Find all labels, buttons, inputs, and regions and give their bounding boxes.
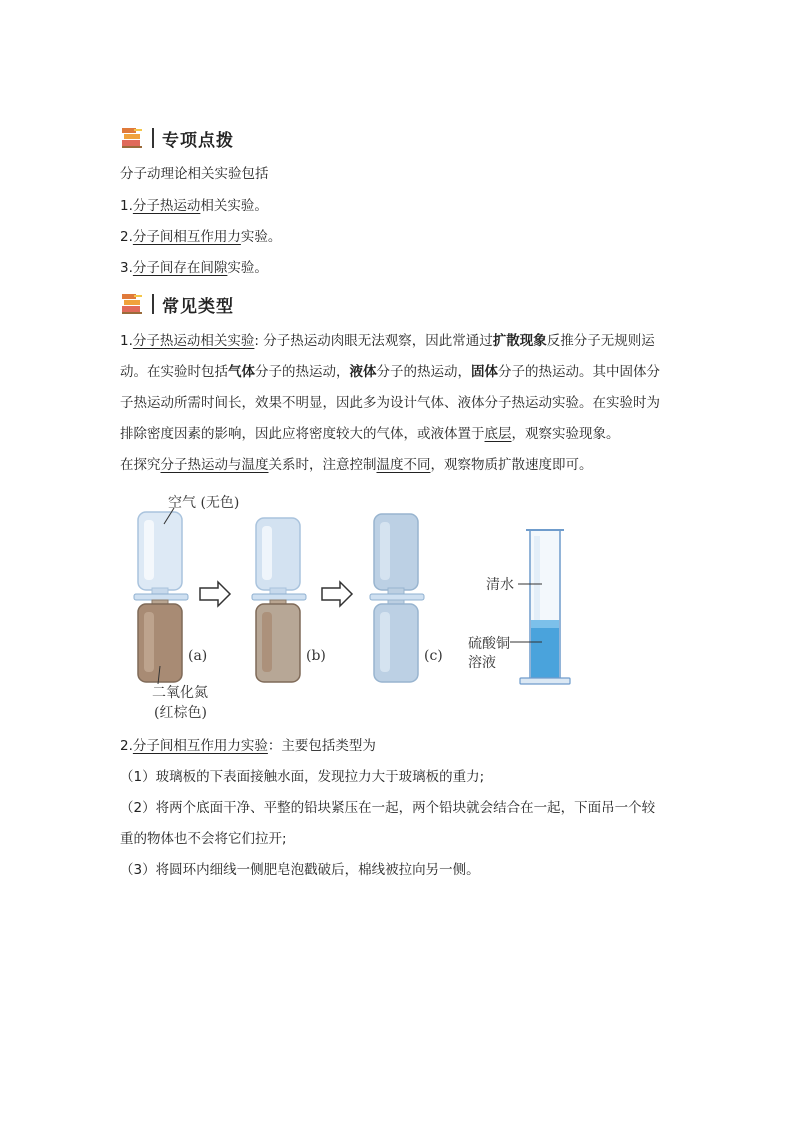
- item-text: 相关实验。: [200, 198, 268, 214]
- graduated-cylinder: [520, 530, 570, 684]
- text-run: 动。在实验时包括: [120, 364, 228, 380]
- underlined-term: 分子热运动相关实验: [132, 333, 255, 349]
- paragraph-line: （1）玻璃板的下表面接触水面，发现拉力大于玻璃板的重力;: [120, 769, 485, 785]
- text-run: : 分子热运动肉眼无法观察，因此常通过: [254, 333, 493, 349]
- paragraph-line: [120, 736, 376, 756]
- underlined-term: 底层: [484, 426, 512, 442]
- no2-label: 二氧化氮: [152, 685, 208, 701]
- item-text: 实验。: [227, 260, 268, 276]
- arrow-right-icon: [200, 582, 230, 606]
- list-item: [120, 227, 281, 247]
- bold-term: 扩散现象: [492, 333, 547, 349]
- list-item: [120, 196, 268, 216]
- books-icon: [120, 125, 146, 151]
- text-run: 反推分子无规则运: [546, 333, 655, 349]
- section-heading-types: [120, 290, 234, 318]
- books-icon: [120, 291, 146, 317]
- list-item: [120, 258, 268, 278]
- intro-text: 分子动理论相关实验包括: [120, 166, 269, 182]
- bottle-b-label: (b): [306, 648, 326, 664]
- heading-divider: [152, 128, 154, 148]
- text-run: 排除密度因素的影响，因此应将密度较大的气体，或液体置于: [120, 426, 485, 442]
- underlined-term: 分子间相互作用力实验: [132, 738, 268, 754]
- item-number: 1.: [120, 198, 133, 214]
- paragraph-line: 子热运动所需时间长，效果不明显，因此多为设计气体、液体分子热运动实验。在实验时为: [120, 395, 660, 411]
- bold-term: 液体: [349, 364, 377, 380]
- bold-term: 气体: [228, 364, 255, 380]
- underlined-term: 温度不同: [376, 457, 431, 473]
- item-number: 2.: [120, 229, 133, 245]
- item-text: 实验。: [240, 229, 282, 245]
- air-label: 空气 (无色): [168, 495, 240, 511]
- diffusion-figure: [130, 490, 590, 720]
- item-number: 1.: [120, 333, 133, 349]
- text-run: ，观察物质扩散速度即可。: [430, 457, 593, 473]
- heading-divider: [152, 294, 154, 314]
- item-number: 2.: [120, 738, 133, 754]
- text-run: ，观察实验现象。: [511, 426, 620, 442]
- water-label: 清水: [486, 577, 514, 593]
- underlined-term: 分子间相互作用力: [132, 229, 241, 245]
- paragraph-line: （2）将两个底面干净、平整的铅块紧压在一起，两个铅块就会结合在一起，下面吊一个较: [120, 800, 656, 816]
- section-title: 常见类型: [162, 296, 234, 317]
- paragraph-line: [120, 455, 593, 475]
- text-run: ：主要包括类型为: [267, 738, 376, 754]
- text-run: 分子的热运动。其中固体分: [498, 364, 660, 380]
- item-number: 3.: [120, 260, 133, 276]
- arrow-right-icon: [322, 582, 352, 606]
- underlined-term: 分子热运动: [132, 198, 201, 214]
- text-run: 关系时，注意控制: [268, 457, 377, 473]
- cuso4-label-2: 溶液: [468, 655, 496, 671]
- paragraph-line: 重的物体也不会将它们拉开;: [120, 831, 287, 847]
- paragraph-line: （3）将圆环内细线一侧肥皂泡戳破后，棉线被拉向另一侧。: [120, 862, 480, 878]
- section-heading-tips: [120, 124, 234, 152]
- paragraph-line: [120, 331, 655, 351]
- text-run: 分子的热运动，: [376, 364, 471, 380]
- bottle-set-a: [134, 512, 188, 682]
- section-title: 专项点拨: [162, 130, 234, 151]
- text-run: 在探究: [120, 457, 161, 473]
- bold-term: 固体: [471, 364, 498, 380]
- underlined-term: 分子间存在间隙: [132, 260, 228, 276]
- bottle-a-label: (a): [188, 648, 208, 664]
- cuso4-label: 硫酸铜: [468, 636, 510, 652]
- bottle-set-c: [370, 514, 424, 682]
- underlined-term: 分子热运动与温度: [160, 457, 269, 473]
- no2-color-label: (红棕色): [154, 705, 207, 721]
- bottle-c-label: (c): [424, 648, 443, 664]
- paragraph-line: [120, 424, 620, 444]
- paragraph-line: [120, 362, 660, 382]
- bottle-set-b: [252, 518, 306, 682]
- text-run: 分子的热运动，: [255, 364, 350, 380]
